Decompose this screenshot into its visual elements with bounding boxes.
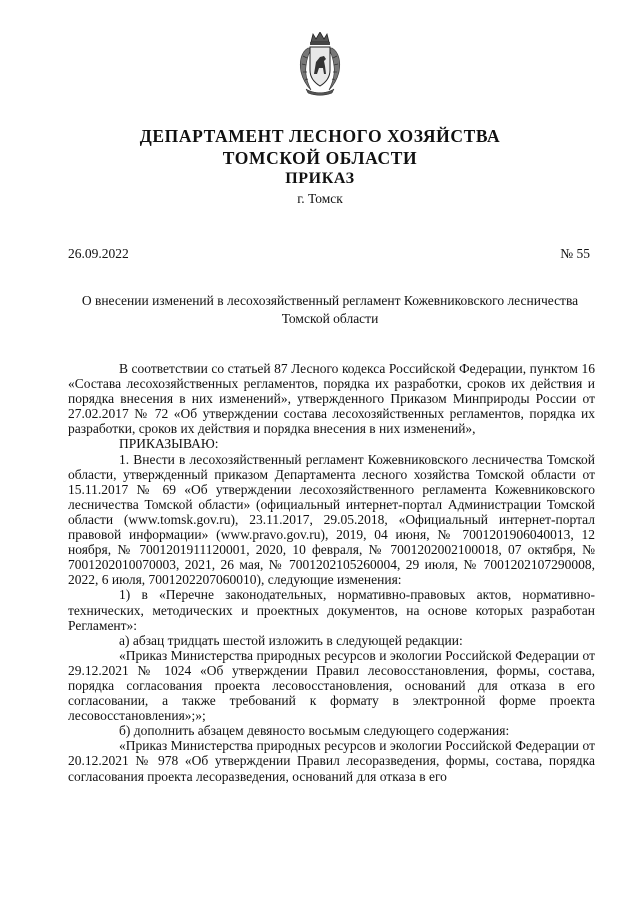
document-subject: О внесении изменений в лесохозяйственный регламент Кожевниковского лесничества Томской области [81, 293, 579, 326]
item-a-text-paragraph: «Приказ Министерства природных ресурсов и экологии Российской Федерации от 29.12.2021 № 1024 «Об утверждении Правил лесовосстановления, формы, состава, порядка согласования проекта лесовосстановления, оснований для отказа в его согласовании, а также требований к формату в электронной форме проекта лесовосстановления»;»; [68, 647, 595, 724]
item-b-paragraph: б) дополнить абзацем девяносто восьмым следующего содержания: [119, 723, 510, 739]
document-number: № 55 [560, 246, 590, 261]
document-body [68, 361, 595, 784]
department-title-line1: ДЕПАРТАМЕНТ ЛЕСНОГО ХОЗЯЙСТВА [139, 126, 501, 146]
clause-1-paragraph: 1. Внести в лесохозяйственный регламент Кожевниковского лесничества Томской области, утвержденный приказом Департамента лесного хозяйства Томской области от 15.11.2017 № 69 «Об утверждении лесохозяйственного регламента Кожевниковского лесничества Томской области» (официальный интернет-портал Администрации Томской области (www.tomsk.gov.ru), 23.11.2017, 29.05.2018, «Официальный интернет-портал правовой информации» (www.pravo.gov.ru), 2019, 04 июня, № 7001201906040013, 12 ноября, № 7001201911120001, 2020, 10 февраля, № 7001202002100018, 07 октября, № 7001202010070003, 2021, 26 мая, № 7001202105260004, 29 июля, № 7001202107290008, 2022, 6 июля, 7001202207060010), следующие изменения: [68, 451, 595, 588]
preamble-paragraph: В соответствии со статьей 87 Лесного кодекса Российской Федерации, пунктом 16 «Состава лесохозяйственных регламентов, порядка их разработки, сроков их действия и порядка внесения в них изменений», утвержденного Приказом Минприроды России от 27.02.2017 № 72 «Об утверждении состава лесохозяйственных регламентов, порядка их разработки, сроков их действия и порядка внесения в них изменений», [68, 361, 595, 437]
item-a-paragraph: а) абзац тридцать шестой изложить в следующей редакции: [119, 632, 463, 648]
coat-of-arms-emblem [298, 32, 342, 96]
document-type: ПРИКАЗ [285, 170, 355, 187]
department-title-line2: ТОМСКОЙ ОБЛАСТИ [222, 148, 418, 168]
city: г. Томск [297, 191, 343, 206]
subclause-1-paragraph: 1) в «Перечне законодательных, нормативно-правовых актов, нормативно-технических, методических и проектных документов, на основе которых разработан Регламент»: [68, 587, 595, 633]
item-b-text-paragraph: «Приказ Министерства природных ресурсов и экологии Российской Федерации от 20.12.2021 № 978 «Об утверждении Правил лесоразведения, формы, состава, порядка согласования проекта лесоразведения, оснований для отказа в его [68, 738, 595, 784]
order-keyword: ПРИКАЗЫВАЮ: [119, 436, 219, 452]
document-date: 26.09.2022 [68, 246, 129, 261]
